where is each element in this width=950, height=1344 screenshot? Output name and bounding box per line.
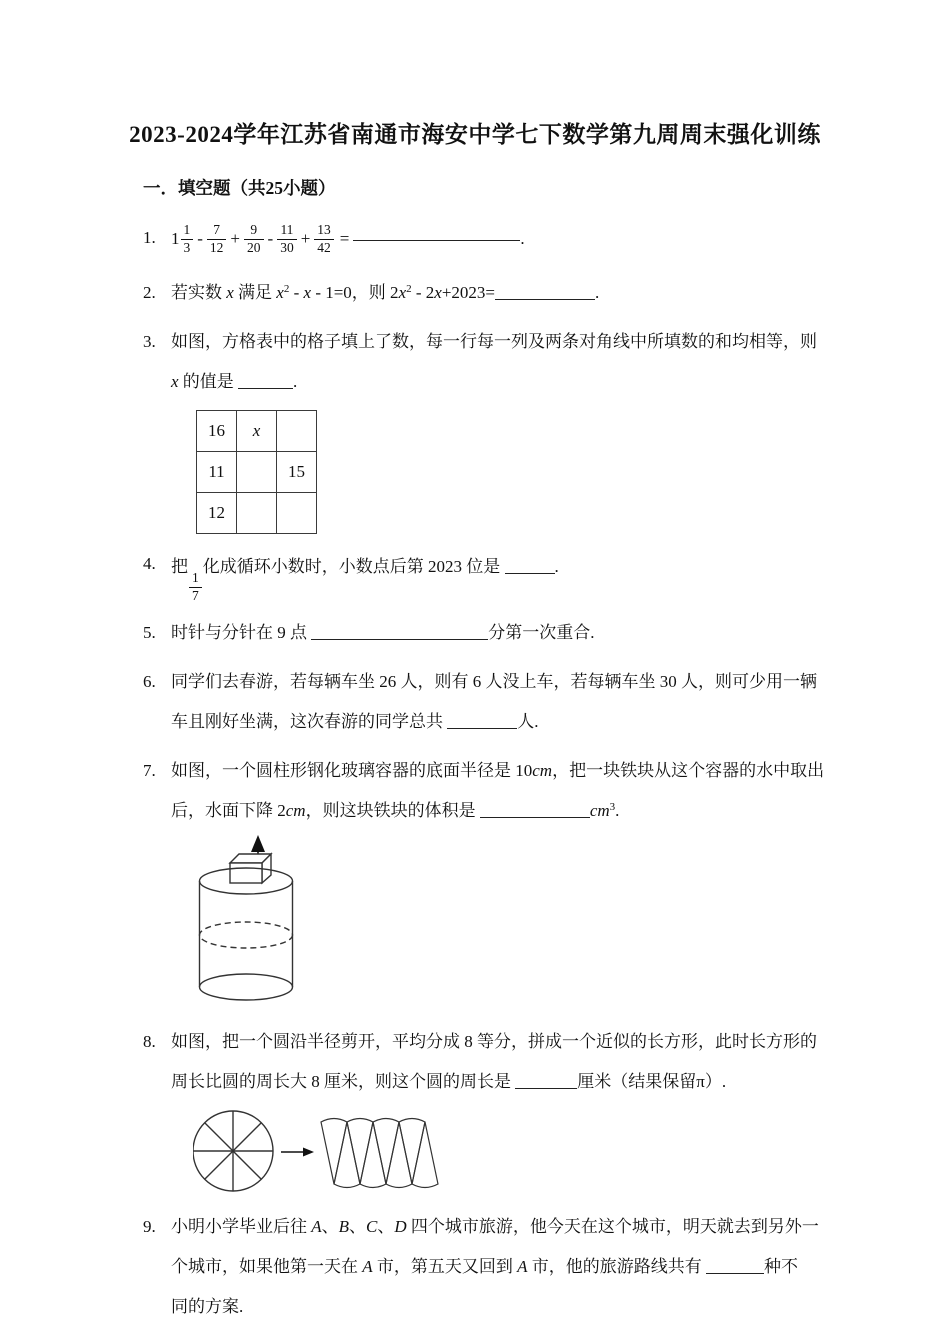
equals-sign: = [339,229,350,248]
text-segment: 后，水面下降 2 [171,800,286,820]
exponent: 2 [406,283,412,295]
problem-text [171,1287,873,1327]
worksheet-content [143,175,873,1327]
text-segment: ，把一块铁块从这个容器的水中取出 [552,760,825,780]
problem-2 [143,273,873,313]
math-variable: x [303,283,312,302]
grid-cell [277,411,317,452]
problem-text [171,322,873,362]
problem-number: 3. [143,332,156,351]
problem-1 [143,214,873,264]
problem-number: 5. [143,622,156,642]
text-segment: - [289,283,304,302]
text-segment: 、 [321,1216,339,1236]
city-label: A [362,1256,373,1276]
math-variable: x [171,372,179,391]
math-variable: x [398,283,407,302]
grid-cell: 15 [277,452,317,493]
problem-4 [143,544,873,604]
answer-blank [447,725,517,729]
answer-blank [515,1085,577,1089]
text-segment: ，则这块铁块的体积是 [305,800,480,820]
fraction-numerator: 13 [314,223,334,240]
problem-text [171,1062,873,1102]
period: . [239,1296,244,1316]
problem-text [171,662,873,702]
text-segment: 如图，一个圆柱形钢化玻璃容器的底面半径是 10 [171,760,533,780]
text-segment: 把 [171,557,188,576]
text-segment: 小明小学毕业后往 [171,1216,312,1236]
period: . [520,229,525,248]
city-label: D [394,1216,407,1236]
exponent: 2 [283,283,290,295]
answer-blank [311,636,488,640]
text-segment: 市，第五天又回到 [372,1256,518,1276]
problem-number: 7. [143,760,156,780]
text-segment: 四个城市旅游，他今天在这个城市，明天就去到另外一 [406,1216,819,1236]
fraction-numerator: 1 [189,571,202,588]
text-segment: 同的方案 [171,1296,239,1316]
text-segment: 若实数 [171,283,227,302]
text-segment: 、 [349,1216,367,1236]
city-label: C [366,1216,378,1236]
text-segment: 时针与分针在 9 点 [171,622,312,642]
fraction-numerator: 9 [244,223,264,240]
text-segment: 分第一次重合 [488,622,591,642]
operator: + [300,229,311,248]
problem-3 [143,322,873,534]
operator: + [230,229,241,248]
grid-row [197,411,317,452]
period: . [615,800,620,820]
whole-number: 1 [171,229,180,248]
grid-cell [237,493,277,534]
period: . [590,622,595,642]
problem-text [171,613,873,653]
problem-text [171,791,873,831]
problem-number: 2. [143,283,156,302]
unit-cm: cm [285,800,306,820]
text-segment: 的值是 [178,372,239,391]
grid-cell: x [237,411,277,452]
math-variable: x [226,283,234,302]
fraction-denominator: 12 [209,239,224,255]
period: . [595,283,600,302]
text-segment: 个城市，如果他第一天在 [171,1256,363,1276]
text-segment: 化成循环小数时，小数点后第 2023 位是 [202,557,505,576]
fraction [207,223,227,256]
problem-text [171,1022,873,1062]
math-variable: x [276,283,284,302]
fraction [244,223,264,256]
problem-text [171,273,873,313]
grid-cell: 12 [197,493,237,534]
text-segment: 、 [377,1216,395,1236]
period: . [534,711,539,731]
answer-blank [505,570,555,574]
answer-blank [353,237,520,241]
unit-cm: cm [532,760,553,780]
problem-text [171,702,873,742]
fraction-numerator: 7 [207,223,227,240]
fraction-denominator: 42 [317,239,331,255]
page-title: 2023-2024学年江苏省南通市海安中学七下数学第九周周末强化训练 [129,122,821,147]
math-expression [171,214,873,264]
math-variable: x [434,283,442,302]
magic-square-grid [196,410,317,534]
problem-6 [143,662,873,742]
problem-text [171,1247,873,1287]
problem-text [171,544,873,604]
problem-7 [143,751,873,1013]
problem-8 [143,1022,873,1198]
city-label: B [338,1216,350,1236]
fraction-denominator: 3 [183,239,191,255]
problem-9 [143,1207,873,1327]
fraction [314,223,334,256]
text-segment: - 2 [411,283,435,302]
problem-text [171,1207,873,1247]
period: . [554,557,559,576]
problem-5 [143,613,873,653]
text-segment: 如图，方格表中的格子填上了数，每一行每一列及两条对角线中所填数的和均相等，则 [171,332,817,351]
answer-blank [495,296,595,300]
grid-row [197,493,317,534]
problem-text [171,751,873,791]
answer-blank [480,814,590,818]
fraction [189,571,202,604]
city-label: A [517,1256,528,1276]
section-heading: 一．填空题（共25小题） [143,178,336,198]
grid-cell [237,452,277,493]
unit-cm-cubed: cm [589,800,610,820]
operator: - [197,229,203,248]
problem-number: 4. [143,554,156,573]
cylinder-figure-svg [198,835,398,1013]
fraction-denominator: 20 [247,239,261,255]
problem-number: 9. [143,1216,156,1236]
period: . [721,1071,727,1091]
text-segment: 周长比圆的周长大 8 厘米，则这个圆的周长是 [171,1071,516,1091]
fraction-numerator: 11 [277,223,297,240]
problem-number: 8. [143,1031,156,1051]
problem-number: 6. [143,671,156,691]
text-segment: 种不 [764,1256,799,1276]
problem-text [171,362,873,402]
text-segment: 如图，把一个圆沿半径剪开，平均分成 8 等分，拼成一个近似的长方形，此时长方形的 [171,1031,817,1051]
exponent: 3 [609,800,616,813]
answer-blank [238,385,293,389]
grid-row [197,452,317,493]
text-segment: 厘米（结果保留π） [577,1071,722,1091]
fraction-numerator: 1 [181,223,194,240]
answer-blank [706,1270,764,1274]
text-segment: - 1=0，则 2 [311,283,399,302]
grid-cell: 11 [197,452,237,493]
text-segment: 市，他的旅游路线共有 [527,1256,707,1276]
circle-sectors-figure-svg [193,1106,448,1198]
period: . [293,372,298,391]
grid-cell [277,493,317,534]
text-segment: +2023= [441,283,496,302]
fraction [277,223,297,256]
fraction [181,223,194,256]
text-segment: 同学们去春游，若每辆车坐 26 人，则有 6 人没上车，若每辆车坐 30 人，则可少用一辆 [171,671,817,691]
text-segment: 满足 [233,283,277,302]
circle-sectors-figure [193,1106,873,1198]
grid-cell: 16 [197,411,237,452]
text-segment: 车且刚好坐满，这次春游的同学总共 [171,711,448,731]
text-segment: 人 [517,711,535,731]
fraction-denominator: 30 [280,239,294,255]
cylinder-figure [198,835,873,1013]
operator: - [267,229,274,248]
problem-number: 1. [143,228,156,247]
city-label: A [311,1216,322,1236]
fraction-denominator: 7 [192,587,199,603]
